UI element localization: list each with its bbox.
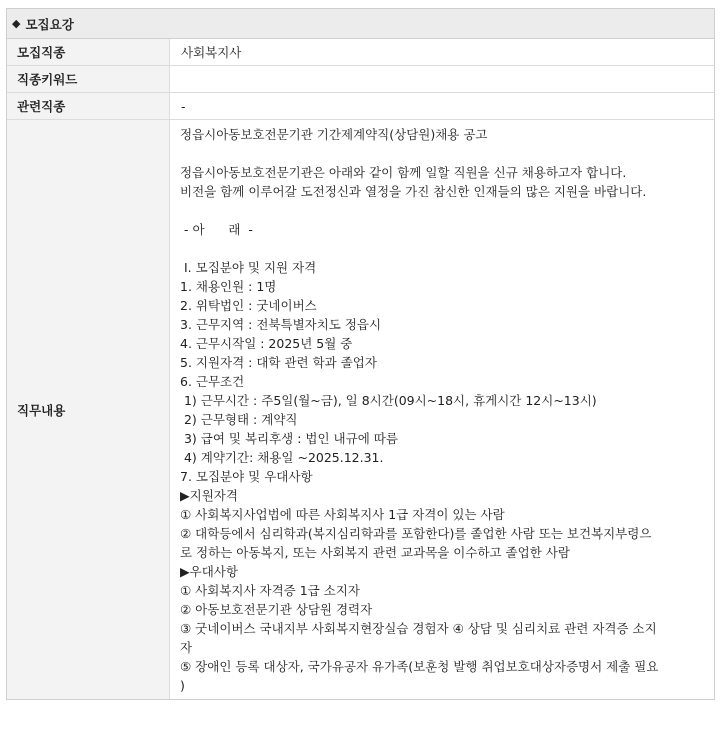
recruitment-panel [6, 8, 715, 700]
duty-lines [180, 125, 684, 695]
row-label-duties: 직무내용 [7, 120, 170, 700]
duty-line: ▶우대사항 [180, 564, 238, 579]
duty-line: Ⅰ. 모집분야 및 지원 자격 [180, 260, 317, 275]
duty-line: 3. 근무지역 : 전북특별자치도 정읍시 [180, 317, 382, 332]
duty-line: ① 사회복지사업법에 따른 사회복지사 1급 자격이 있는 사람 [180, 507, 505, 522]
duty-line: 4) 계약기간: 채용일 ~2025.12.31. [180, 450, 384, 465]
duty-line: ② 아동보호전문기관 상담원 경력자 [180, 602, 373, 617]
duty-line: 3) 급여 및 복리후생 : 법인 내규에 따름 [180, 431, 398, 446]
duty-line: 1. 채용인원 : 1명 [180, 279, 277, 294]
row-label-keywords: 직종키워드 [7, 66, 170, 93]
row-value-keywords [170, 66, 715, 93]
duty-line: ③ 굿네이버스 국내지부 사회복지현장실습 경험자 ④ 상담 및 심리치료 관련 자격증 소지 [180, 621, 657, 636]
row-label-job-type: 모집직종 [7, 39, 170, 66]
duty-line: 7. 모집분야 및 우대사항 [180, 469, 313, 484]
duty-line: 자 [180, 640, 193, 655]
table-row [7, 120, 714, 700]
duty-line: 6. 근무조건 [180, 374, 245, 389]
diamond-icon: ◆ [12, 17, 21, 30]
duty-line: ▶지원자격 [180, 488, 238, 503]
duty-line: 2) 근무형태 : 계약직 [180, 412, 298, 427]
duty-line: 2. 위탁법인 : 굿네이버스 [180, 298, 317, 313]
duty-line: ) [180, 678, 185, 693]
table-row [7, 39, 714, 66]
duty-line: 정읍시아동보호전문기관은 아래와 같이 함께 일할 직원을 신규 채용하고자 합니다. [180, 165, 627, 180]
duty-line: - 아 래 - [180, 222, 253, 237]
duty-line: 5. 지원자격 : 대학 관련 학과 졸업자 [180, 355, 377, 370]
duty-line [180, 144, 684, 163]
row-value-related-jobs: - [170, 93, 715, 120]
row-value-job-type: 사회복지사 [181, 45, 242, 60]
duty-line: 정읍시아동보호전문기관 기간제계약직(상담원)채용 공고 [180, 127, 488, 142]
table-row [7, 66, 714, 93]
duty-line [180, 201, 684, 220]
duty-line: ① 사회복지사 자격증 1급 소지자 [180, 583, 360, 598]
table-row [7, 93, 714, 120]
section-title: 모집요강 [25, 16, 74, 32]
duty-line: ② 대학등에서 심리학과(복지심리학과를 포함한다)를 졸업한 사람 또는 보건복지부령으 [180, 526, 652, 541]
section-header [7, 9, 714, 39]
duty-line [180, 239, 684, 258]
duty-content [170, 120, 715, 700]
duty-line: 1) 근무시간 : 주5일(월~금), 일 8시간(09시~18시, 휴게시간 12시~13시) [180, 393, 597, 408]
duty-line: 4. 근무시작일 : 2025년 5월 중 [180, 336, 353, 351]
duty-line: 로 정하는 아동복지, 또는 사회복지 관련 교과목을 이수하고 졸업한 사람 [180, 545, 570, 560]
duty-line: ⑤ 장애인 등록 대상자, 국가유공자 유가족(보훈청 발행 취업보호대상자증명서 제출 필요 [180, 659, 659, 674]
row-label-related-jobs: 관련직종 [7, 93, 170, 120]
duty-line: 비전을 함께 이루어갈 도전정신과 열정을 가진 참신한 인재들의 많은 지원을 바랍니다. [180, 184, 647, 199]
recruitment-table [7, 39, 714, 699]
